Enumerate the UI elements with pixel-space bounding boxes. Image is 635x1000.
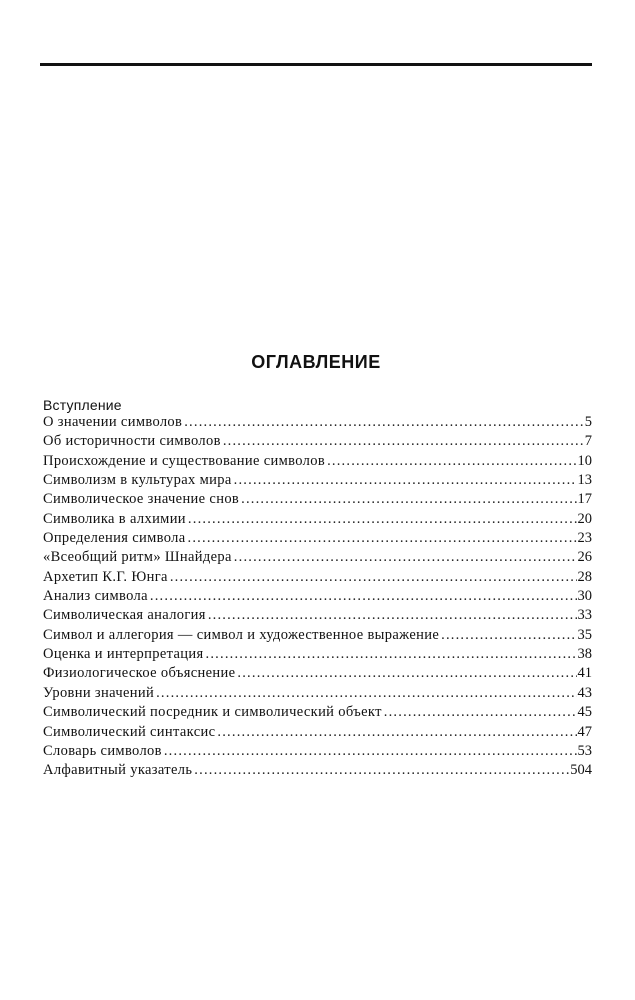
toc-entry-title: Символика в алхимии: [43, 510, 186, 527]
toc-entry: [43, 549, 592, 568]
toc-entry-page-number: 26: [577, 549, 592, 566]
toc-entry: [43, 685, 592, 704]
toc-entry-page-number: 7: [584, 433, 592, 450]
toc-entry-page-number: 20: [577, 510, 592, 527]
dot-leader: [170, 569, 577, 586]
dot-leader: [384, 704, 577, 721]
toc-entry: [43, 704, 592, 723]
table-of-contents: [43, 414, 592, 782]
dot-leader: [150, 588, 577, 605]
toc-entry-title: Словарь символов: [43, 742, 162, 759]
toc-entry-page-number: 43: [577, 684, 592, 701]
toc-entry-title: Определения символа: [43, 530, 186, 547]
toc-entry: [43, 627, 592, 646]
toc-entry-title: «Всеобщий ритм» Шнайдера: [43, 549, 232, 566]
toc-entry-page-number: 10: [577, 452, 592, 469]
dot-leader: [217, 724, 576, 741]
toc-entry-page-number: 504: [570, 762, 592, 779]
toc-entry-page-number: 17: [577, 491, 592, 508]
dot-leader: [164, 743, 577, 760]
dot-leader: [241, 491, 576, 508]
toc-entry-title: Символ и аллегория — символ и художественное выражение: [43, 626, 440, 643]
toc-entry-page-number: 53: [577, 742, 592, 759]
dot-leader: [441, 627, 576, 644]
dot-leader: [237, 665, 576, 682]
toc-entry: [43, 472, 592, 491]
toc-entry-page-number: 30: [577, 588, 592, 605]
dot-leader: [184, 414, 584, 431]
page-title: ОГЛАВЛЕНИЕ: [251, 352, 381, 372]
toc-entry-page-number: 5: [584, 414, 592, 430]
dot-leader: [234, 472, 577, 489]
toc-entry: [43, 588, 592, 607]
dot-leader: [234, 549, 577, 566]
toc-entry-title: Символическая аналогия: [43, 607, 206, 624]
toc-entry-title: О значении символов: [43, 414, 183, 430]
toc-entry-title: Архетип К.Г. Юнга: [43, 568, 168, 585]
toc-entry-page-number: 41: [577, 665, 592, 682]
toc-intro-label: Вступление: [43, 397, 122, 413]
toc-entry-title: Символизм в культурах мира: [43, 472, 232, 489]
toc-entry-title: Символическое значение снов: [43, 491, 240, 508]
toc-entry: [43, 743, 592, 762]
toc-entry: [43, 607, 592, 626]
toc-entry-title: Об историчности символов: [43, 433, 221, 450]
dot-leader: [188, 530, 577, 547]
toc-entry-page-number: 45: [577, 704, 592, 721]
toc-entry-page-number: 35: [577, 626, 592, 643]
toc-entry-title: Алфавитный указатель: [43, 762, 193, 779]
toc-entry-title: Физиологическое объяснение: [43, 665, 236, 682]
toc-entry-page-number: 13: [577, 472, 592, 489]
toc-entry-page-number: 47: [577, 723, 592, 740]
toc-entry-title: Происхождение и существование символов: [43, 452, 326, 469]
toc-entry: [43, 762, 592, 781]
toc-entry: [43, 511, 592, 530]
toc-entry: [43, 530, 592, 549]
toc-entry: [43, 569, 592, 588]
dot-leader: [206, 646, 577, 663]
toc-entry: [43, 724, 592, 743]
toc-entry-title: Оценка и интерпретация: [43, 646, 204, 663]
toc-entry-title: Символический посредник и символический объект: [43, 704, 382, 721]
dot-leader: [327, 453, 576, 470]
dot-leader: [188, 511, 577, 528]
toc-entry: [43, 433, 592, 452]
toc-entry: [43, 453, 592, 472]
dot-leader: [208, 607, 577, 624]
toc-entry-page-number: 23: [577, 530, 592, 547]
header-rule: [40, 63, 592, 66]
toc-entry-page-number: 38: [577, 646, 592, 663]
toc-entry: [43, 665, 592, 684]
toc-entry: [43, 491, 592, 510]
dot-leader: [223, 433, 584, 450]
toc-entry-page-number: 28: [577, 568, 592, 585]
toc-entry-title: Уровни значений: [43, 684, 155, 701]
toc-entry: [43, 414, 592, 433]
toc-entry-page-number: 33: [577, 607, 592, 624]
toc-entry-title: Анализ символа: [43, 588, 148, 605]
dot-leader: [156, 685, 576, 702]
toc-entry: [43, 646, 592, 665]
toc-entry-title: Символический синтаксис: [43, 723, 216, 740]
dot-leader: [194, 762, 569, 779]
